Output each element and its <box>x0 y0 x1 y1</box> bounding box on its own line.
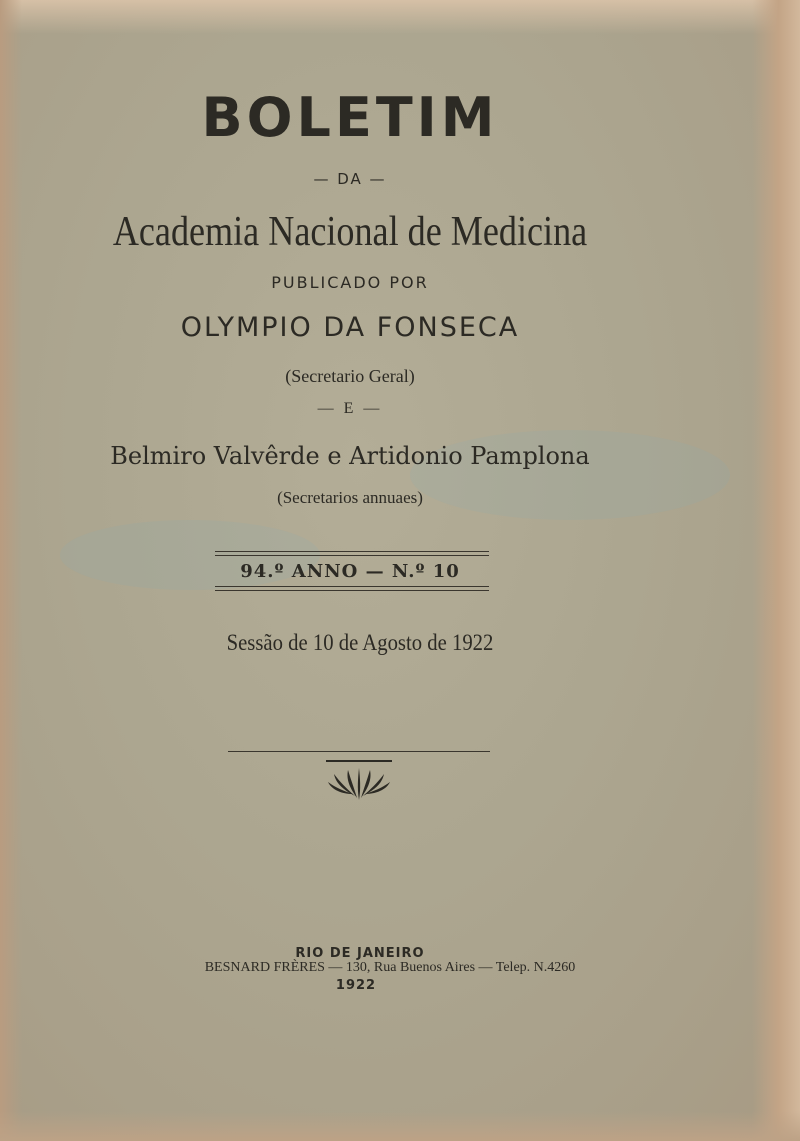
aged-edge-top <box>0 0 800 34</box>
and-separator: — E — <box>317 400 383 417</box>
da-separator: — DA — <box>313 170 387 188</box>
imprint-year: 1922 <box>335 978 377 993</box>
bulletin-title: BOLETIM <box>201 86 499 149</box>
secretaries-role: (Secretarios annuaes) <box>277 488 423 507</box>
ornament-rule <box>228 751 490 752</box>
imprint-publisher: BESNARD FRÈRES — 130, Rua Buenos Aires — Telep. N.4260 <box>204 960 576 975</box>
academy-name: Academia Nacional de Medicina <box>112 209 588 255</box>
issue-number: 94.º ANNO — N.º 10 <box>240 561 460 582</box>
fleuron-ornament-icon <box>326 760 392 804</box>
published-by-label: PUBLICADO POR <box>271 273 429 292</box>
issue-rule-bottom <box>215 586 489 587</box>
secretaries-names: Belmiro Valvêrde e Artidonio Pamplona <box>110 442 590 470</box>
editor-role: (Secretario Geral) <box>285 366 415 386</box>
aged-edge-bottom <box>0 1111 800 1141</box>
editor-name: OLYMPIO DA FONSECA <box>180 312 520 343</box>
imprint-city: RIO DE JANEIRO <box>295 946 425 961</box>
issue-rule-top <box>215 551 489 552</box>
session-date: Sessão de 10 de Agosto de 1922 <box>226 630 494 655</box>
issue-rule-bottom-inner <box>215 590 489 591</box>
issue-rule-top-inner <box>215 555 489 556</box>
